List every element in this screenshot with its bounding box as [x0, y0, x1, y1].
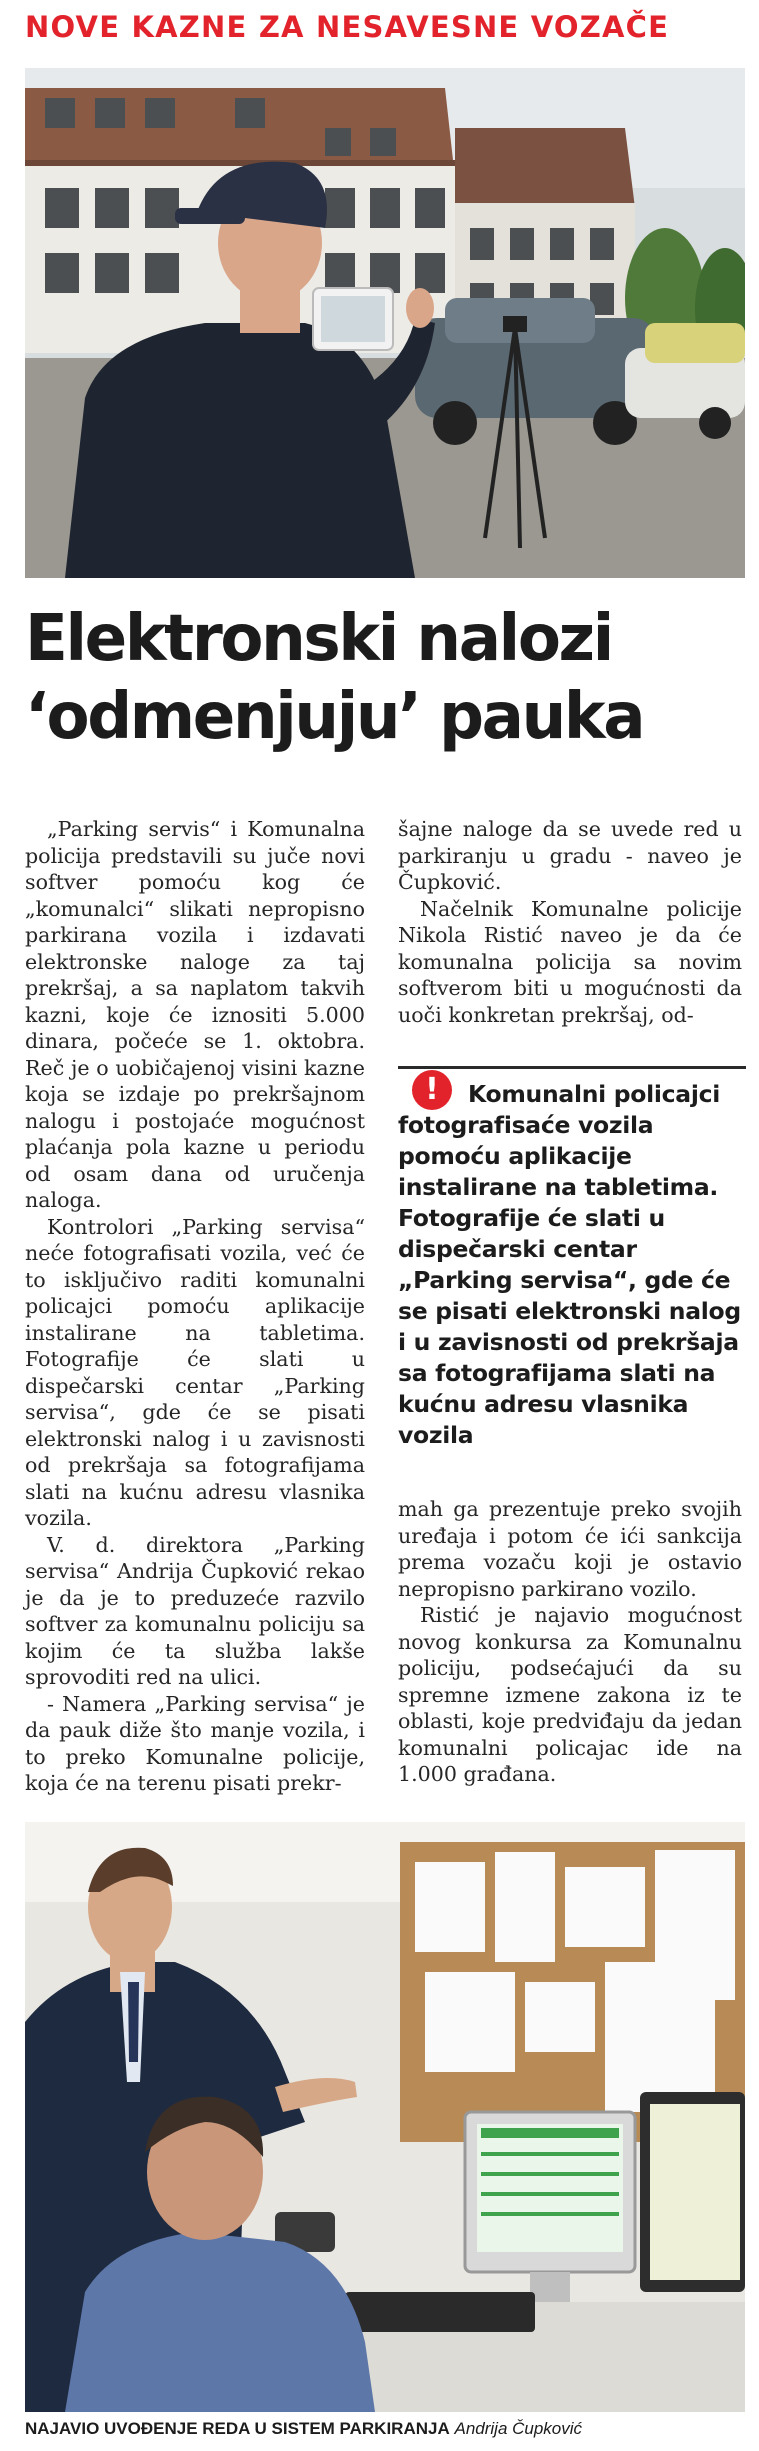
pull-quote-text: Komunalni policajci fotografisaće vozila pomoću aplikacije instalirane na tabletima. Fotografije će slati u dispečarski centar „Parking servisa“, gde će se pisati elektronski nalog i u zavisnosti od prekršaja sa fotografijama slati na kućnu adresu vlasnika vozila	[398, 1080, 741, 1449]
paragraph: V. d. direktora „Parking servisa“ Andrija Čupković rekao je da je to preduzeće razvilo softver za komunalnu policiju sa kojim će ta služba lakše sprovoditi red na ulici.	[25, 1532, 365, 1689]
pull-quote	[398, 1066, 746, 1451]
photo-caption	[25, 2418, 745, 2440]
headline	[25, 600, 731, 756]
exclamation-icon: !	[412, 1070, 452, 1110]
paragraph: šajne naloge da se uvede red u parkiranju u gradu - naveo je Čupković.	[398, 817, 742, 894]
headline-line-1: Elektronski nalozi	[25, 602, 612, 676]
paragraph: Kontrolori „Parking servisa“ neće fotografisati vozila, već će to isključivo raditi komunalni policajci pomoću aplikacije instalirane na tabletima. Fotografije će slati u dispečarski centar „Parking servisa“, gde će se pisati elektronski nalog i u zavisnosti od prekršaja sa fotografijama slati na kućnu adresu vlasnika vozila.	[25, 1214, 365, 1530]
paragraph: Ristić je najavio mogućnost novog konkursa za Komunalnu policiju, podsećajući da su spremne izmene zakona iz te oblasti, koje predviđaju da jedan komunalni policajac ide na 1.000 građana.	[398, 1603, 742, 1786]
paragraph: „Parking servis“ i Komunalna policija predstavili su juče novi softver pomoću kog će „komunalci“ slikati nepropisno parkirana vozila i izdavati elektronske naloge za taj prekršaj, a sa naplatom takvih kazni, koje će iznositi 5.000 dinara, počeće se 1. oktobra. Reč je o uobičajenoj visini kazne koja se izdaje po prekršajnom nalogu i postojaće mogućnost plaćanja pola kazne u periodu od osam dana od uručenja naloga.	[25, 817, 365, 1212]
caption-credit: Andrija Čupković	[454, 2419, 583, 2438]
paragraph: - Namera „Parking servisa“ je da pauk diže što manje vozila, i to preko Komunalne policije, koja će na terenu pisati prekr-	[25, 1691, 365, 1795]
caption-text: NAJAVIO UVOĐENJE REDA U SISTEM PARKIRANJA	[25, 2419, 450, 2438]
photo-director-workstation	[25, 1822, 745, 2412]
article-column-2	[398, 816, 742, 1028]
kicker-headline: NOVE KAZNE ZA NESAVESNE VOZAČE	[25, 10, 670, 44]
article-column-3	[398, 1496, 742, 1788]
paragraph: Načelnik Komunalne policije Nikola Ristić naveo je da će komunalna policija sa novim softverom biti u mogućnosti da uoči konkretan prekršaj, od-	[398, 896, 742, 1027]
paragraph: mah ga prezentuje preko svojih uređaja i potom će ići sankcija prema vozaču koji je ostavio nepropisno parkirano vozilo.	[398, 1497, 742, 1601]
article-column-1	[25, 816, 365, 1797]
headline-line-2: ‘odmenjuju’ pauka	[25, 680, 644, 754]
photo-officer-tablet	[25, 68, 745, 578]
